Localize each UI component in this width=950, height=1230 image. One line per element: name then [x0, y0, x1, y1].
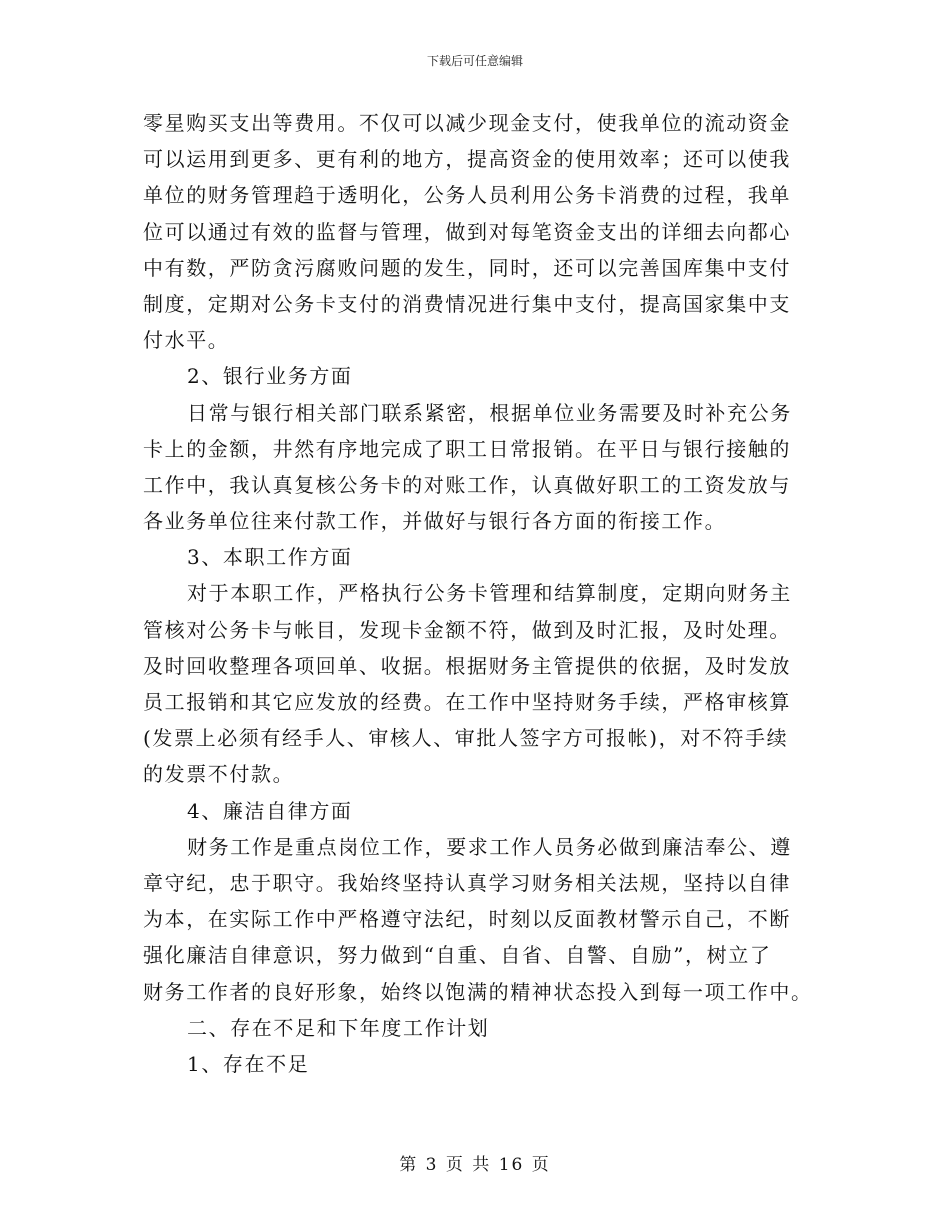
text-line: (发票上必须有经手人、审核人、审批人签字方可报帐)，对不符手续: [143, 726, 789, 751]
text-line: 2、银行业务方面: [187, 364, 353, 389]
text-line: 对于本职工作，严格执行公务卡管理和结算制度，定期向财务主: [187, 581, 792, 606]
text-line: 各业务单位往来付款工作，并做好与银行各方面的衔接工作。: [143, 509, 727, 534]
text-line: 及时回收整理各项回单、收据。根据财务主管提供的依据，及时发放: [143, 653, 791, 678]
text-line: 为本，在实际工作中严格遵守法纪，时刻以反面教材警示自己，不断: [143, 907, 791, 932]
text-line: 付水平。: [143, 328, 230, 353]
text-line: 卡上的金额，井然有序地完成了职工日常报销。在平日与银行接触的: [143, 436, 791, 461]
text-line: 日常与银行相关部门联系紧密，根据单位业务需要及时补充公务: [187, 400, 792, 425]
document-body: [143, 105, 811, 1082]
text-line: 财务工作是重点岗位工作，要求工作人员务必做到廉洁奉公、遵: [187, 834, 792, 859]
text-line: 中有数，严防贪污腐败问题的发生，同时，还可以完善国库集中支付: [143, 255, 791, 280]
page-footer: 第 3 页 共 16 页: [399, 1155, 551, 1175]
text-line: 4、廉洁自律方面: [187, 798, 353, 823]
text-line: 管核对公务卡与帐目，发现卡金额不符，做到及时汇报，及时处理。: [143, 617, 791, 642]
text-line: 的发票不付款。: [143, 762, 295, 787]
text-line: 单位的财务管理趋于透明化，公务人员利用公务卡消费的过程，我单: [143, 183, 791, 208]
text-line: 二、存在不足和下年度工作计划: [187, 1015, 490, 1040]
text-line: 位可以通过有效的监督与管理，做到对每笔资金支出的详细去向都心: [143, 219, 791, 244]
text-line: 1、存在不足: [187, 1051, 310, 1076]
text-line: 3、本职工作方面: [187, 545, 353, 570]
text-line: 强化廉洁自律意识，努力做到“自重、自省、自警、自励”，树立了: [143, 943, 772, 968]
text-line: 制度，定期对公务卡支付的消费情况进行集中支付，提高国家集中支: [143, 291, 791, 316]
text-line: 工作中，我认真复核公务卡的对账工作，认真做好职工的工资发放与: [143, 472, 791, 497]
text-line: 财务工作者的良好形象，始终以饱满的精神状态投入到每一项工作中。: [143, 979, 813, 1004]
page-header: 下载后可任意编辑: [426, 54, 523, 68]
text-line: 可以运用到更多、更有利的地方，提高资金的使用效率；还可以使我: [143, 147, 791, 172]
text-line: 章守纪，忠于职守。我始终坚持认真学习财务相关法规，坚持以自律: [143, 870, 791, 895]
text-line: 零星购买支出等费用。不仅可以减少现金支付，使我单位的流动资金: [143, 111, 791, 135]
text-line: 员工报销和其它应发放的经费。在工作中坚持财务手续，严格审核算: [143, 690, 791, 714]
